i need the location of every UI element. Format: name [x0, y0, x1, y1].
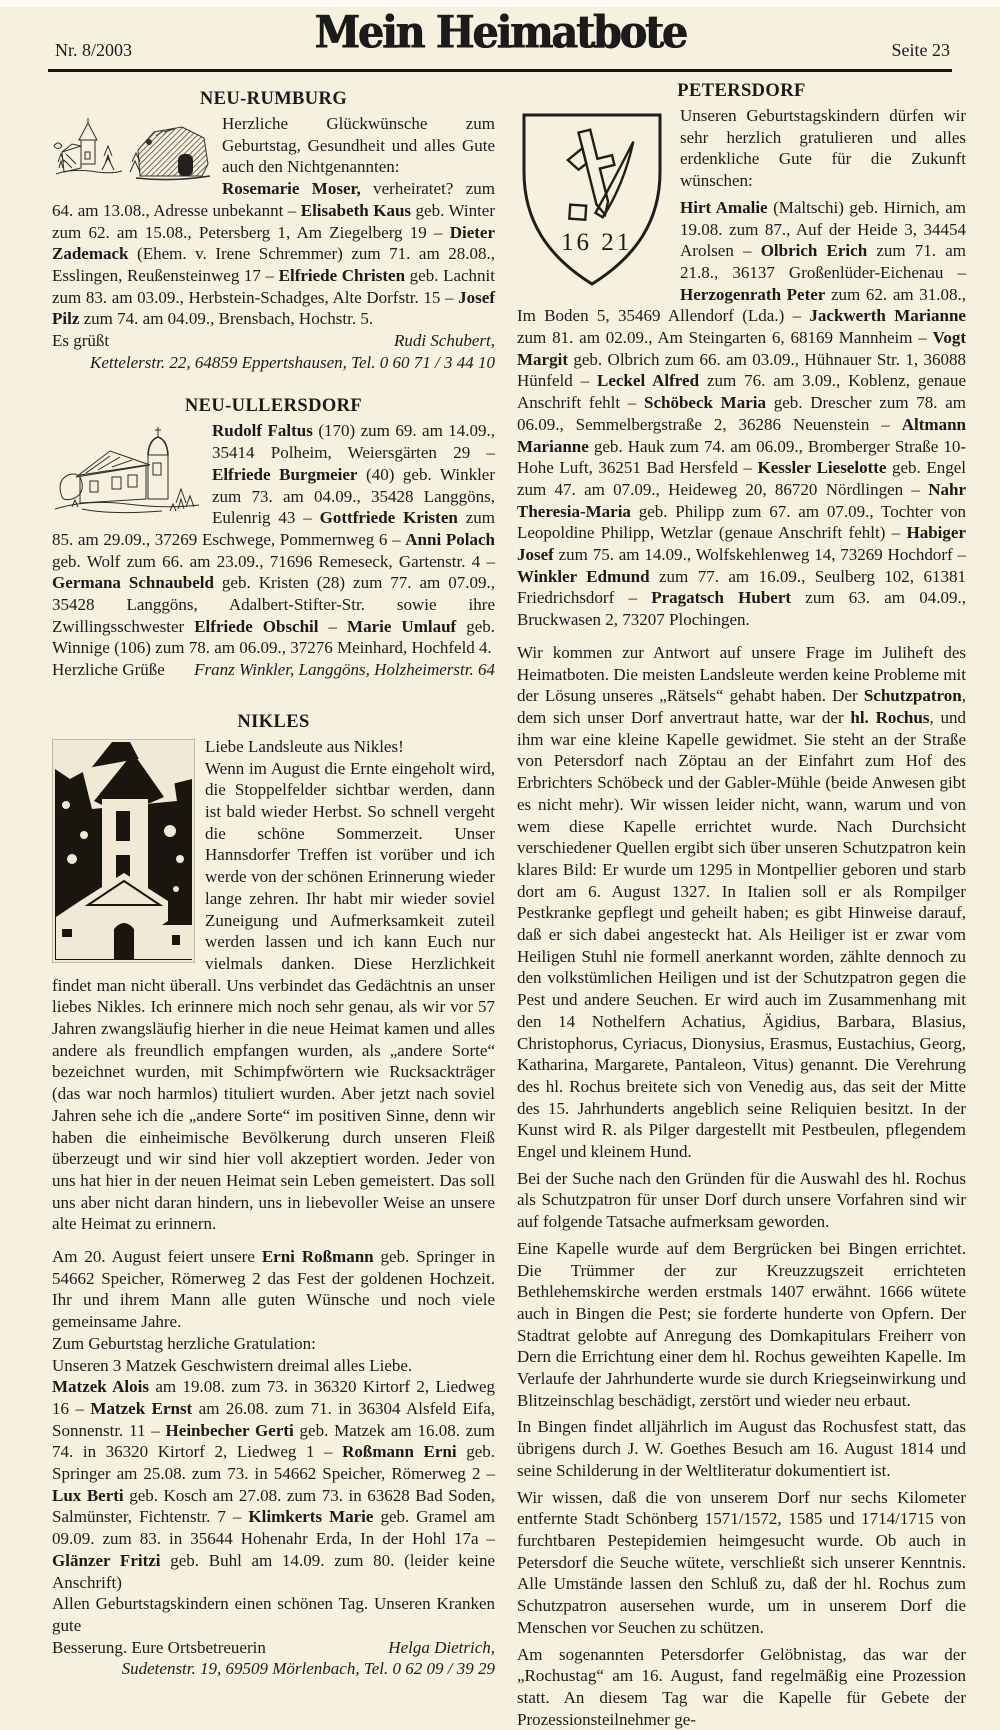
paragraph-greeting: Herzliche Glückwünsche zum Geburtstag, Gesundheit und alles Gute auch den Nichtgenannten: — [222, 114, 495, 177]
section-neu-ullersdorf — [52, 395, 495, 680]
signoff-row — [52, 1637, 495, 1659]
paragraph-birthday-names: Rudolf Faltus (170) zum 69. am 14.09., 35414 Polheim, Weiersgärten 29 – Elfriede Burgmeier (40) geb. Winkler zum 73. am 04.09., 35428 Langgöns, Eulenrig 43 – Gottfriede Kristen zum 85. am 29.09., 37269 Eschwege, Pommernweg 6 – Anni Polach geb. Wolf zum 66. am 23.09., 71696 Remeseck, Gartenstr. 4 – Germana Schnaubeld geb. Kristen (28) zum 77. am 07.09., 35428 Langgöns, Adalbert-Stifter-Str. sowie ihre Zwillingsschwester Elfriede Obschil – Marie Umlauf geb. Winnige (106) zum 78. am 06.09., 37276 Meinhard, Hochfeld 4. — [52, 421, 496, 658]
closing-line: Allen Geburtstagskindern einen schönen Tag. Unseren Kranken gute — [52, 1594, 495, 1635]
paragraph-birthday-names: Hirt Amalie (Maltschi) geb. Hirnich, am 19.08. zum 87., Auf der Heide 3, 34454 Arolsen – Olbrich Erich zum 71. am 21.8., 36137 Großenlüder-Eichenau – Herzogenrath Peter zum 62. am 31.08., Im Boden 5, 35469 Allendorf (Lda.) – Jackwerth Marianne zum 81. am 02.09., Am Steingarten 6, 68169 Mannheim – Vogt Margit geb. Olbrich zum 66. am 03.09., Hühnauer Str. 1, 36088 Hünfeld – Leckel Alfred zum 76. am 3.09., Koblenz, genaue Anschrift fehlt – Schöbeck Maria geb. Drescher zum 78. am 06.09., Semmelbergstraße 2, 36286 Neuenstein – Altmann Marianne geb. Hauk zum 74. am 06.09., Bromberger Straße 10-Hohe Luft, 36251 Bad Hersfeld – Kessler Lieselotte geb. Engel zum 47. am 07.09., Heideweg 20, 86720 Nördlingen – Nahr Theresia-Maria geb. Philipp zum 67. am 07.09., Tochter von Leopoldine Philipp, Wetzlar (genaue Anschrift fehlt) – Habiger Josef zum 75. am 14.09., Wolfskehlenweg 14, 73269 Hochdorf – Winkler Edmund zum 77. am 16.09., Seulberg 102, 61381 Friedrichsdorf – Pragatsch Hubert zum 63. am 04.09., Bruckwasen 2, 73207 Plochingen. — [517, 197, 966, 630]
church-etching-image — [52, 423, 202, 521]
paragraph-bingen-chapel: Eine Kapelle wurde auf dem Bergrücken bei Bingen errichtet. Die Trümmer der zur Kreuzzugszeit errichteten Bethlehemskirche werden erstmals 1407 erwähnt. 1666 wütete auch in Bingen die Pest; sie forderte hunderte von Opfern. Der Stadtrat gelobte auf Anregung des Domkapitulars Freiherr von Dern die Errichtung einer dem hl. Rochus geweihten Kapelle. Im Verlaufe der Jahrhunderte wurde sie durch Kriegseinwirkung und Blitzeinschlag beschädigt, zerstört und wieder neu erbaut. — [517, 1238, 966, 1410]
village-church-sketches-image — [52, 116, 212, 196]
section-title-nikles: NIKLES — [237, 711, 310, 732]
paragraph-geloebnistag: Am sogenannten Petersdorfer Gelöbnistag, das war der „Rochustag“ am 16. August, fand regelmäßig eine Prozession statt. An diesem Tag war die Kapelle für Gebete der Prozessionsteilnehmer ge- — [517, 1644, 966, 1729]
paragraph-letter: Wenn im August die Ernte eingeholt wird, die Stoppelfelder sichtbar werden, dann ist bald wieder Herbst. So schnell vergeht die schöne Sommerzeit. Unser Hannsdorfer Treffen ist vorüber und ich werde von der schönen Erinnerung wieder lange zehren. Ihr habt mir wieder soviel Zuneigung und Aufmerksamkeit zuteil werden lassen und ich kann Euch nur vielmals danken. Diese Herzlichkeit findet man nicht überall. Uns verbindet das Gedächtnis an unser liebes Nikles. Ich erinnere mich noch sehr genau, als wir vor 57 Jahren zwangsläufig hierher in die neue Heimat kamen und alles andere als freundlich empfangen wurden, als „andere Sorte“ bezeichnet wurden, mit Schimpfwörtern wie Rucksackträger (das war noch harmlos) tituliert wurden. Aber jetzt nach soviel Jahren sehe ich die „andere Sorte“ im positiven Sinne, denn wir haben die einheimische Bevölkerung durch unseren Fleiß überzeugt und wir sind hier voll akzeptiert worden. Jeder von uns hat hier in der neuen Heimat sein Leben gemeistert. Das soll uns aber nicht daran hindern, uns in liebevoller Weise an unsere alte Heimat zu erinnern. — [52, 758, 495, 1234]
masthead-title: Mein Heimatbote — [314, 5, 686, 59]
paragraph-birthday-names: Matzek Alois am 19.08. zum 73. in 36320 Kirtorf 2, Liedweg 16 – Matzek Ernst am 26.08. zum 71. in 36304 Alsfeld Eifa, Sonnenstr. 11 – Heinbecher Gerti geb. Matzek am 16.08. zum 74. in 36320 Kirtorf 2, Liedweg 1 – Roßmann Erni geb. Springer am 25.08. zum 73. in 54662 Speicher, Römerweg 2 – Lux Berti geb. Kosch am 27.08. zum 73. in 63628 Bad Soden, Salmünster, Fichtenstr. 7 – Klimkerts Marie geb. Gramel am 09.09. zum 83. in 35644 Hohenahr Erda, In der Hohl 17a – Glänzer Fritzi geb. Buhl am 14.09. zum 80. (leider keine Anschrift) — [52, 1377, 496, 1592]
crest-year-label: 16 21 — [561, 229, 633, 256]
signoff-address: Kettelerstr. 22, 64859 Eppertshausen, Tel. 0 60 71 / 3 44 10 — [89, 352, 495, 372]
signoff-row — [52, 330, 495, 352]
paragraph-golden-wedding: Am 20. August feiert unsere Erni Roßmann geb. Springer in 54662 Speicher, Römerweg 2 das Fest der goldenen Hochzeit. Ihr und ihrem Mann alle guten Wünsche und noch viele gemeinsame Jahre. — [52, 1247, 495, 1332]
issue-number: Nr. 8/2003 — [55, 40, 133, 60]
signoff-phrase: Herzliche Grüße — [52, 660, 165, 680]
left-column — [52, 88, 495, 1680]
paragraph-rochusfest: In Bingen findet alljährlich im August das Rochusfest statt, das übrigens durch J. W. Goethes Besuch am 16. August 1814 und seine Schilderung in der Weltliteratur dokumentiert ist. — [517, 1417, 966, 1480]
paragraph-rochus-answer: Wir kommen zur Antwort auf unsere Frage im Juliheft des Heimatboten. Die meisten Landsleute werden keine Probleme mit der Lösung unseres „Rätsels“ gehabt haben. Der Schutzpatron, dem sich unser Dorf anvertraut hatte, war der hl. Rochus, und ihm war eine kleine Kapelle gewidmet. Sie steht an der Straße von Petersdorf nach Zöptau an der Einfahrt zum Hof des Erbrichters Schöbeck und der Gabler-Mühle (beide Anwesen gibt es nicht mehr). Wir wissen leider nicht, wann, warum und von wem diese Kapelle errichtet wurde. Nach Durchsicht verschiedener Quellen ergibt sich über unseren Schutzpatron kein klares Bild: Er wurde um 1295 in Montpellier geboren und starb dort am 6. August 1327. In Italien soll er als Rompilger Pestkranke gepflegt und geheilt haben; es gibt Hinweise darauf, daß er sich dabei angesteckt hat. Als Heiliger ist er zwar vom Heiligen Stuhl nie formell anerkannt worden, zählte dennoch zu den volkstümlichen Heiligen und ist der Schutzpatron gegen die Pest und andere Seuchen. Er wird auch im Zusammenhang mit den 14 Nothelfern Achatius, Ägidius, Barbara, Blasius, Christophorus, Cyriacus, Dionysius, Erasmus, Eustachius, Georg, Katharina, Margarete, Pantaleon, Vitus) genannt. Die Verehrung des hl. Rochus breitete sich von Venedig aus, das seit der Mitte des 15. Jahrhunderts angeblich seine Reliquien besitzt. In der Kunst wird R. als Pilger dargestellt mit Pestbeulen, pflegendem Engel und kleinem Hund. — [517, 642, 966, 1162]
signoff-name: Franz Winkler, Langgöns, Holzheimerstr. 64 — [194, 660, 495, 680]
section-title-petersdorf: PETERSDORF — [677, 81, 806, 101]
section-nikles — [52, 711, 495, 1680]
signoff-row — [52, 659, 495, 681]
right-column — [517, 80, 966, 1730]
line-gratulation: Zum Geburtstag herzliche Gratulation: — [52, 1333, 316, 1353]
signoff-name: Helga Dietrich, — [388, 1637, 495, 1657]
signoff-phrase: Besserung. Eure Ortsbetreuerin — [52, 1637, 266, 1657]
signoff-name: Rudi Schubert, — [393, 331, 495, 351]
paragraph-birthday-names: Rosemarie Moser, verheiratet? zum 64. am 13.08., Adresse unbekannt – Elisabeth Kaus geb. Winter zum 62. am 15.08., Petersberg 1, Am Ziegelberg 19 – Dieter Zademack (Ehem. v. Irene Schremmer) zum 71. am 28.08., Esslingen, Reußensteinweg 17 – Elfriede Christen geb. Lachnit zum 83. am 03.09., Herbstein-Schadges, Alte Dorfstr. 15 – Josef Pilz zum 74. am 04.09., Brensbach, Hochstr. 5. — [52, 179, 496, 329]
paragraph-search-reasons: Bei der Suche nach den Gründen für die Auswahl des hl. Rochus als Schutzpatron für unser Dorf durch unsere Vorfahren sind wir auf folgende Tatsache aufmerksam geworden. — [517, 1168, 966, 1232]
header-rule — [48, 69, 952, 72]
petersdorf-crest-image — [517, 108, 667, 292]
line-matzek-siblings: Unseren 3 Matzek Geschwistern dreimal alles Liebe. — [52, 1355, 413, 1375]
paragraph-salutation: Liebe Landsleute aus Nikles! — [205, 736, 404, 756]
signoff-phrase: Es grüßt — [52, 331, 110, 351]
section-neu-rumburg — [52, 88, 495, 373]
signoff-address: Sudetenstr. 19, 69509 Mörlenbach, Tel. 0 62 09 / 39 29 — [121, 1659, 495, 1679]
paragraph-schoenberg-plague: Wir wissen, daß die von unserem Dorf nur sechs Kilometer entfernte Stadt Schönberg 1571/1572, 1585 und 1714/1715 von furchtbaren Pestepidemien heimgesucht wurde. Ob auch in Petersdorf die Seuche wütete, verschließt sich unserer Kenntnis. Alle Umstände lassen den Schluß zu, daß der hl. Rochus zum Schutzpatron ausersehen wurde, um in unserem Dorf die Menschen vor Seuchen zu schützen. — [517, 1487, 966, 1637]
paragraph-intro: Unseren Geburtstagskindern dürfen wir sehr herzlich gratulieren und alles erdenkliche Gute für die Zukunft wünschen: — [680, 106, 966, 191]
section-petersdorf — [517, 80, 966, 1730]
section-title-neu-rumburg: NEU-RUMBURG — [199, 89, 348, 109]
section-title-neu-ullersdorf: NEU-ULLERSDORF — [184, 396, 363, 417]
page-number: Seite 23 — [891, 40, 950, 60]
church-tower-photo — [52, 739, 195, 963]
